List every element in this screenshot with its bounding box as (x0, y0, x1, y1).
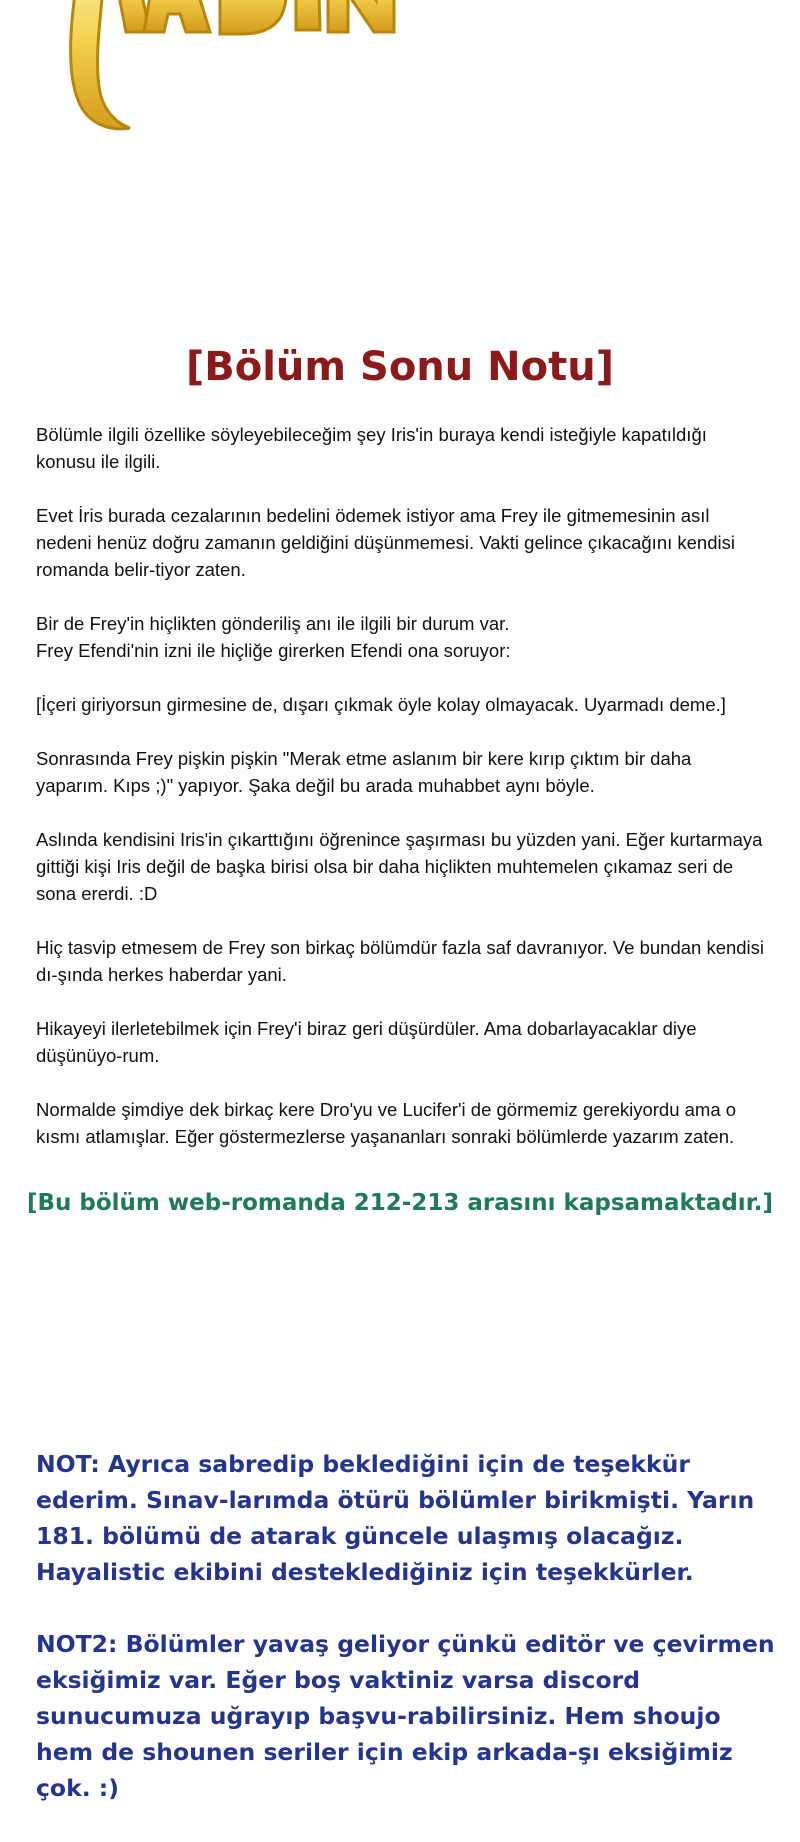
note-paragraph: Bölümle ilgili özellike söyleyebileceğim şey Iris'in buraya kendi isteğiyle kapatıldığı konusu ile ilgili. (36, 424, 707, 472)
note-paragraph: Bir de Frey'in hiçlikten gönderiliş anı ile ilgili bir durum var. Frey Efendi'nin izni ile hiçliğe girerken Efendi ona soruyor: (36, 613, 511, 661)
note-paragraph: [İçeri giriyorsun girmesine de, dışarı çıkmak öyle kolay olmayacak. Uyarmadı deme.] (36, 694, 726, 715)
note-paragraph: Hikayeyi ilerletebilmek için Frey'i biraz geri düşürdüler. Ama dobarlayacaklar diye düşünüyo-rum. (36, 1018, 697, 1066)
chapter-end-note-title: [Bölüm Sonu Notu] (185, 344, 615, 390)
translator-note-2: NOT2: Bölümler yavaş geliyor çünkü editör ve çevirmen eksiğimiz var. Eğer boş vaktiniz varsa discord sunucumuza uğrayıp başvu-rabilirsiniz. Hem shoujo hem de shounen seriler için ekip arkada-şı eksiğimiz çok. :) (36, 1630, 775, 1802)
chapter-coverage-note: [Bu bölüm web-romanda 212-213 arasını kapsamaktadır.] (26, 1190, 774, 1216)
note-paragraph: Sonrasında Frey pişkin pişkin "Merak etme aslanım bir kere kırıp çıktım bir daha yaparım. Kıps ;)" yapıyor. Şaka değil bu arada muhabbet aynı böyle. (36, 748, 692, 796)
series-logo (60, 0, 400, 140)
translator-notes (36, 1446, 776, 1842)
chapter-end-notes (36, 421, 766, 1177)
note-paragraph: Aslında kendisini Iris'in çıkarttığını öğrenince şaşırması bu yüzden yani. Eğer kurtarmaya gittiği kişi Iris değil de başka birisi olsa bir daha hiçlikten muhtemelen çıkamaz seri de sona ererdi. :D (36, 829, 763, 904)
note-paragraph: Hiç tasvip etmesem de Frey son birkaç bölümdür fazla saf davranıyor. Ve bundan kendisi dı-şında herkes haberdar yani. (36, 937, 765, 985)
logo-image (60, 0, 400, 140)
translator-note-1: NOT: Ayrıca sabredip beklediğini için de teşekkür ederim. Sınav-larımda ötürü bölümler birikmişti. Yarın 181. bölümü de atarak güncele ulaşmış olacağız. Hayalistic ekibini desteklediğiniz için teşekkürler. (36, 1450, 755, 1586)
note-paragraph: Evet İris burada cezalarının bedelini ödemek istiyor ama Frey ile gitmemesinin asıl nedeni henüz doğru zamanın geldiğini düşünmemesi. Vakti gelince çıkacağını kendisi romanda belir-tiyor zaten. (36, 505, 735, 580)
note-paragraph: Normalde şimdiye dek birkaç kere Dro'yu ve Lucifer'i de görmemiz gerekiyordu ama o kısmı atlamışlar. Eğer göstermezlerse yaşananları sonraki bölümlerde yazarım zaten. (36, 1099, 737, 1147)
